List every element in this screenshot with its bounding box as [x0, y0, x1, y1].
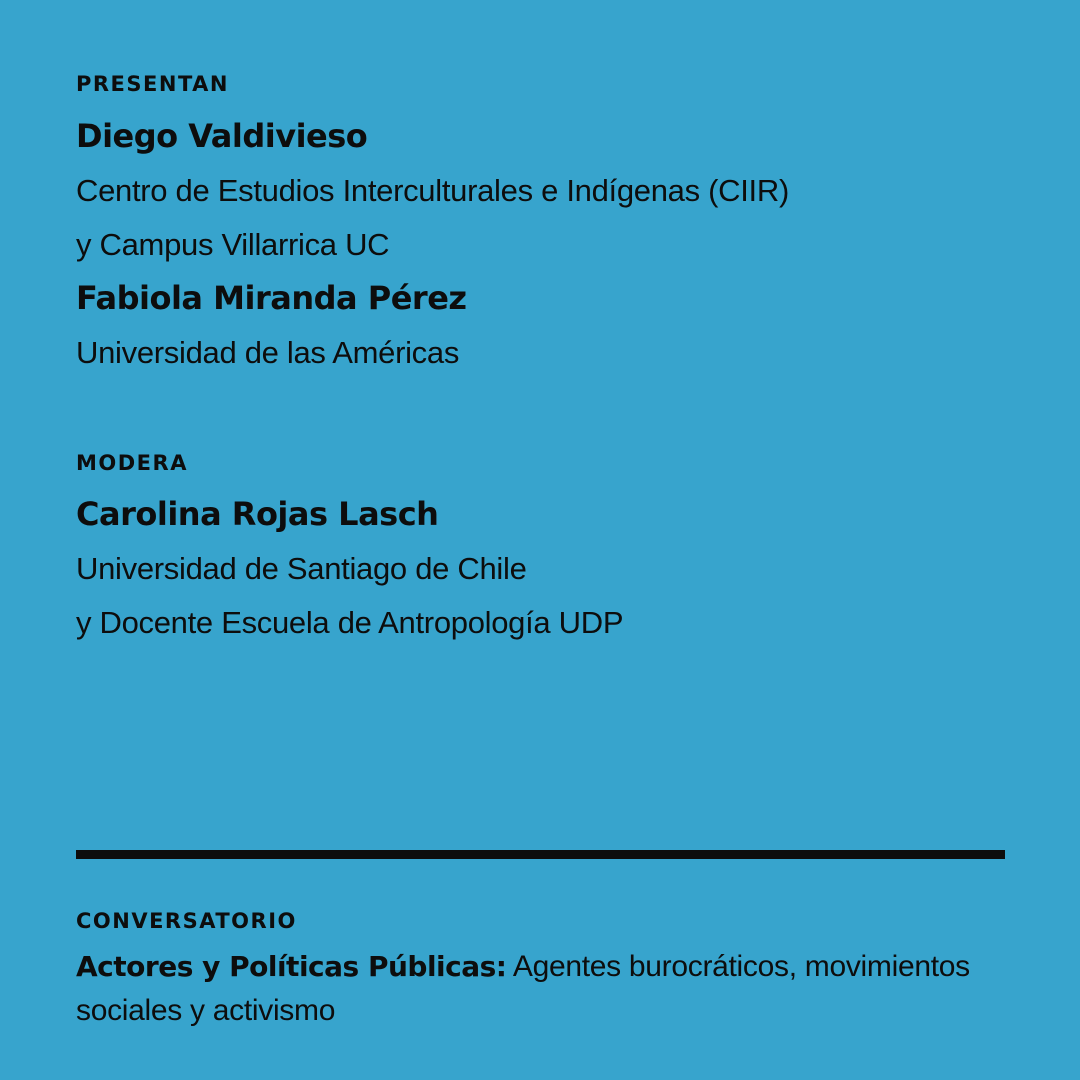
presentan-label: PRESENTAN [76, 72, 229, 96]
event-title [76, 945, 1036, 1033]
moderator-name: Carolina Rojas Lasch [76, 495, 439, 533]
speaker-affiliation: Universidad de las Américas [76, 335, 460, 370]
speaker-name: Fabiola Miranda Pérez [76, 279, 467, 317]
moderator-affiliation: Universidad de Santiago de Chile [76, 551, 527, 586]
event-title-rest: Agentes burocráticos, movimientos sociales y activismo [76, 950, 970, 1027]
speaker-affiliation: Centro de Estudios Interculturales e Indígenas (CIIR) [76, 173, 789, 208]
conversatorio-label: CONVERSATORIO [76, 909, 297, 933]
moderator-affiliation: y Docente Escuela de Antropología UDP [76, 605, 624, 640]
divider [76, 850, 1005, 859]
modera-label: MODERA [76, 451, 188, 475]
speaker-name: Diego Valdivieso [76, 117, 368, 155]
event-title-bold: Actores y Políticas Públicas: [76, 950, 507, 983]
speaker-affiliation: y Campus Villarrica UC [76, 227, 390, 262]
